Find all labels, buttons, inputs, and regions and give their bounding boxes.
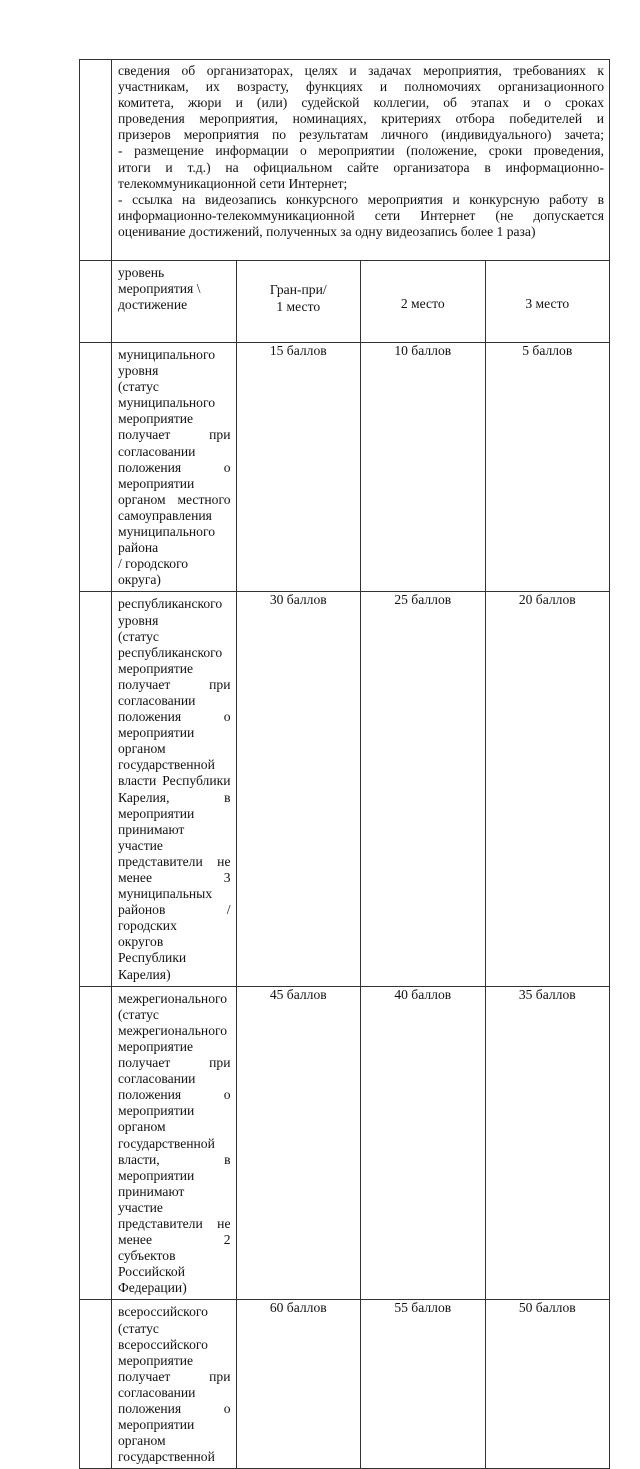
intro-line: информационно-телекоммуникационной сети Интернет (не допускается [118,207,604,223]
level-line: самоуправления муниципального района [118,507,216,556]
level-line: / городского округа) [118,556,189,588]
level-line: (статус всероссийского мероприятие [118,1320,208,1368]
intro-line: оценивание достижений, полученных за одну видеозапись более 1 раза) [118,223,536,239]
points-place3: 5 баллов [485,343,610,592]
level-line: представители не менее 3 [118,853,231,885]
points-place2: 40 баллов [361,986,486,1300]
table-row [80,1300,610,1469]
level-line: мероприятии органом местного [118,475,231,507]
points-place1: 60 баллов [236,1300,361,1469]
points-place1: 15 баллов [236,343,361,592]
level-cell [112,986,237,1300]
level-line: мероприятии принимают участие [118,805,195,853]
points-place1: 45 баллов [236,986,361,1300]
intro-line: телекоммуникационной сети Интернет; [118,175,348,191]
header-place3: 3 место [525,296,570,311]
number-cell [80,343,112,592]
level-cell [112,592,237,986]
header-place2: 2 место [400,296,445,311]
number-cell [80,60,112,261]
intro-line: участникам, их возрасту, функциях и полномочиях организационного [118,79,604,95]
header-place1-cell [236,261,361,343]
level-line: (статус муниципального мероприятие [118,379,216,427]
intro-line: - ссылка на видеозапись конкурсного мероприятия и конкурсную работу в [118,191,604,207]
level-line: муниципального уровня [118,347,216,379]
criteria-table [79,59,610,1469]
number-cell [80,592,112,986]
intro-line: - размещение информации о мероприятии (положение, сроки проведения, [118,143,604,159]
intro-line: призеров мероприятия по результатам личного (индивидуального) зачета; [118,127,604,143]
header-level-label: уровень мероприятия \ достижение [118,265,201,313]
intro-cell [112,60,610,261]
level-line: мероприятии органом государственной [118,1417,215,1465]
level-line: получает при согласовании положения о [118,427,231,475]
level-line: получает при согласовании положения о [118,1368,231,1416]
header-place1-line2: 1 место [276,299,321,314]
header-level-cell [112,261,237,343]
level-line: получает при согласовании положения о [118,676,231,725]
level-line: власти, в мероприятии принимают [118,1151,231,1199]
header-place2-cell [361,261,486,343]
intro-line: проведения мероприятия, номинациях, критериях отбора победителей и [118,111,604,127]
level-line: округов Республики Карелия) [118,934,187,982]
header-place3-cell [485,261,610,343]
points-place2: 10 баллов [361,343,486,592]
level-cell [112,343,237,592]
points-place2: 55 баллов [361,1300,486,1469]
table-row [80,986,610,1300]
header-row [80,261,610,343]
number-cell [80,1300,112,1469]
level-line: (статус республиканского мероприятие [118,628,223,676]
intro-row [80,60,610,261]
level-line: мероприятии органом государственной [118,1103,215,1151]
header-place1-line1: Гран-при/ [269,282,327,297]
number-cell [80,986,112,1300]
level-line: (статус межрегионального мероприятие [118,1006,228,1054]
level-line: муниципальных районов / городских [118,886,231,934]
number-cell [80,261,112,343]
level-cell [112,1300,237,1469]
level-line: субъектов Российской Федерации) [118,1248,187,1296]
level-line: всероссийского [118,1304,208,1320]
points-place2: 25 баллов [361,592,486,986]
level-line: участие представители не менее 2 [118,1199,231,1248]
level-line: получает при согласовании положения о [118,1055,231,1103]
points-place1: 30 баллов [236,592,361,986]
level-line: мероприятии органом государственной [118,725,215,773]
intro-line: сведения об организаторах, целях и задачах мероприятия, требованиях к [118,63,604,78]
points-place3: 50 баллов [485,1300,610,1469]
level-line: межрегионального [118,990,228,1006]
level-line: республиканского уровня [118,596,223,628]
table-row [80,592,610,986]
intro-line: итоги и т.д.) на официальном сайте организатора в информационно- [118,159,604,175]
intro-line: комитета, жюри и (или) судейской коллегии, об этапах и о сроках [118,95,604,111]
points-place3: 20 баллов [485,592,610,986]
table-row [80,343,610,592]
level-line: власти Республики Карелия, в [118,773,231,805]
points-place3: 35 баллов [485,986,610,1300]
